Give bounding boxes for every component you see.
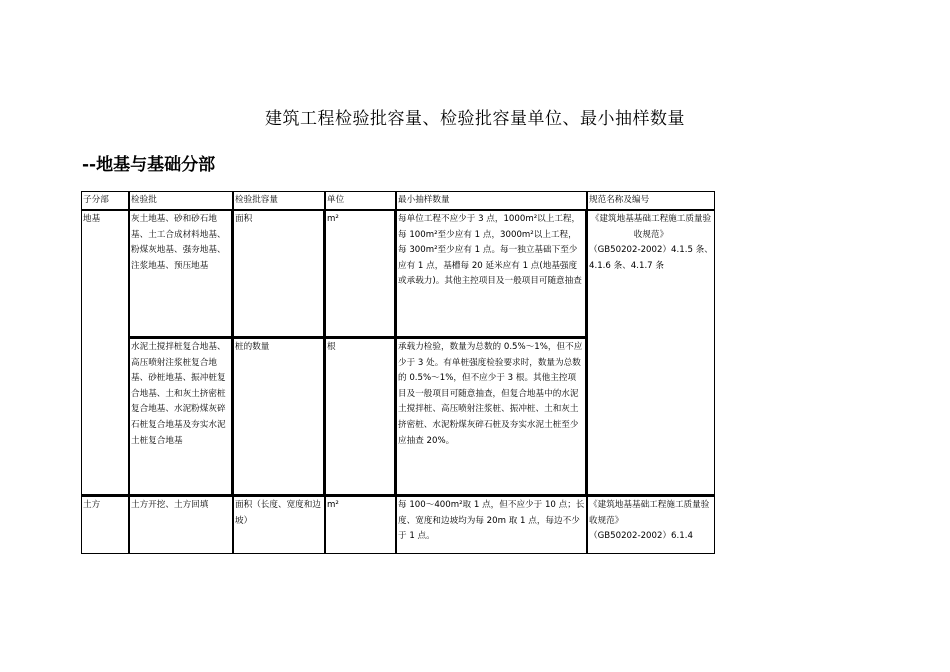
unit-cell: m² (325, 210, 396, 338)
batch-cell: 灰土地基、砂和砂石地基、土工合成材料地基、粉煤灰地基、强夯地基、注浆地基、预压地基 (129, 210, 233, 338)
table-row (81, 210, 715, 338)
header-capacity: 检验批容量 (233, 191, 325, 210)
table-row (81, 496, 715, 554)
header-standard: 规范名称及编号 (587, 191, 715, 210)
header-batch: 检验批 (129, 191, 233, 210)
header-unit: 单位 (325, 191, 396, 210)
batch-cell: 水泥土搅拌桩复合地基、高压喷射注浆桩复合地基、砂桩地基、振冲桩复合地基、土和灰土挤密桩复合地基、水泥粉煤灰碎石桩复合地基及夯实水泥土桩复合地基 (129, 338, 233, 496)
standard-name: 《建筑地基基础工程施工质量验收规范》 (590, 214, 712, 240)
unit-cell: 根 (325, 338, 396, 496)
batch-cell: 土方开挖、土方回填 (129, 496, 233, 554)
min-sample-cell: 每单位工程不应少于 3 点，1000m²以上工程，每 100m²至少应有 1 点，3000m²以上工程，每 300m²至少应有 1 点。每一独立基础下至少应有 1 点，基槽每 20 延米应有 1 点(地基强度或承载力)。其他主控项目及一般项目可随意抽查 (396, 210, 587, 338)
subdivision-cell: 地基 (81, 210, 129, 496)
section-title: --地基与基础分部 (82, 155, 216, 175)
standard-cell (587, 496, 715, 554)
header-subdivision: 子分部 (81, 191, 129, 210)
document-title: 建筑工程检验批容量、检验批容量单位、最小抽样数量 (265, 109, 685, 129)
capacity-cell: 面积 (233, 210, 325, 338)
sampling-table (81, 191, 715, 554)
header-min-sample: 最小抽样数量 (396, 191, 587, 210)
standard-code: （GB50202-2002）6.1.4 (589, 531, 693, 542)
capacity-cell: 桩的数量 (233, 338, 325, 496)
table-header-row (81, 191, 715, 210)
unit-cell: m² (325, 496, 396, 554)
standard-code: （GB50202-2002）4.1.5 条、4.1.6 条、4.1.7 条 (589, 245, 713, 271)
min-sample-cell: 每 100～400m²取 1 点，但不应少于 10 点；长度、宽度和边坡均为每 20m 取 1 点，每边不少于 1 点。 (396, 496, 587, 554)
min-sample-cell: 承载力检验，数量为总数的 0.5%～1%，但不应少于 3 处。有单桩强度检验要求时，数量为总数的 0.5%～1%，但不应少于 3 根。其他主控项目及一般项目可随意抽查，但复合地基中的水泥土搅拌桩、高压喷射注浆桩、振冲桩、土和灰土挤密桩、水泥粉煤灰碎石桩及夯实水泥土桩至少应抽查 20%。 (396, 338, 587, 496)
standard-name: 《建筑地基基础工程施工质量验收规范》 (589, 500, 710, 526)
capacity-cell: 面积（长度、宽度和边坡） (233, 496, 325, 554)
standard-cell (587, 210, 715, 496)
subdivision-cell: 土方 (81, 496, 129, 554)
